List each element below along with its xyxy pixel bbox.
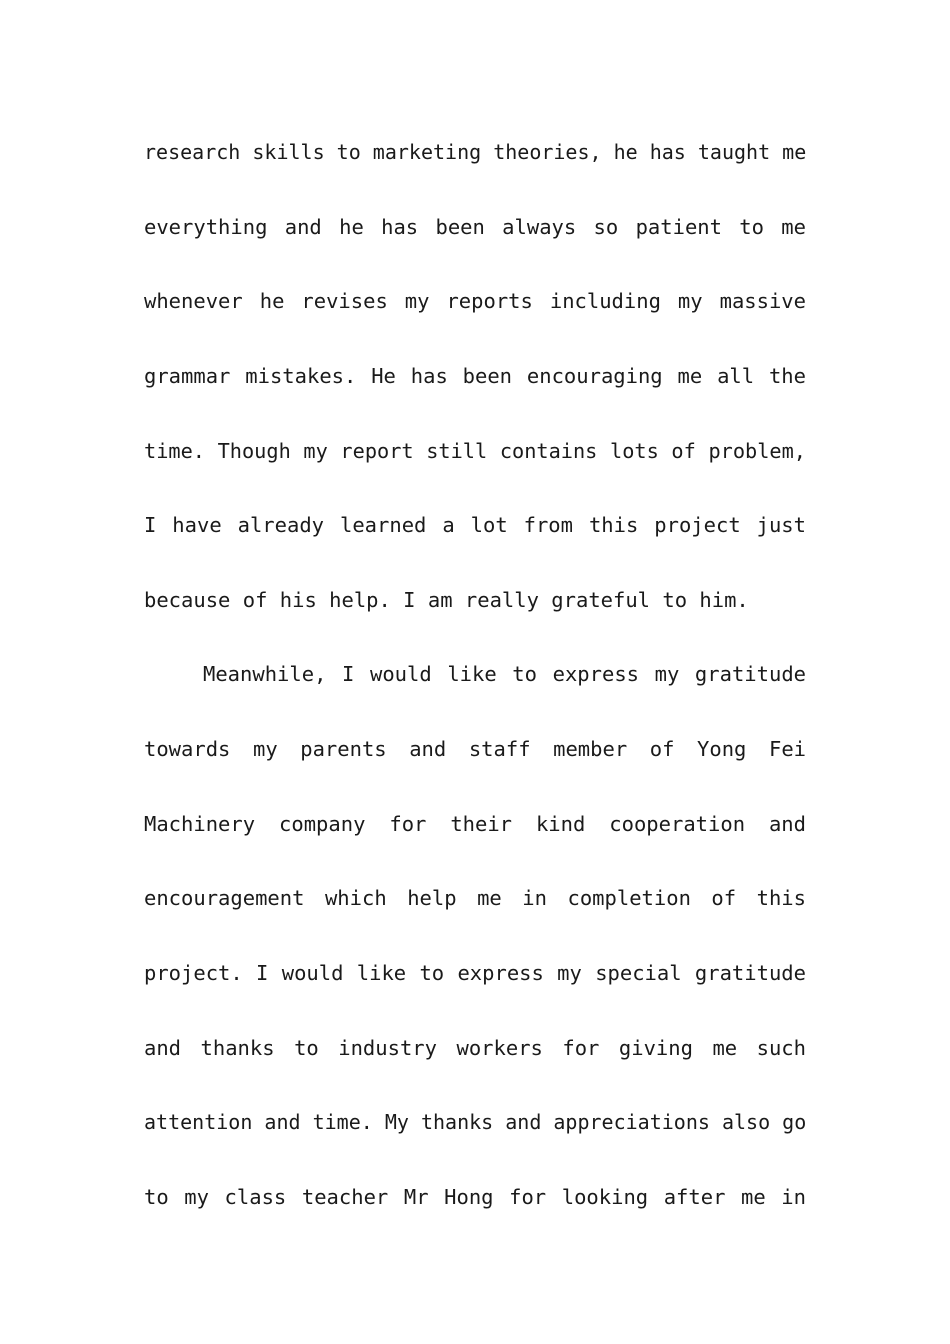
text-line: whenever he revises my reports including my massive xyxy=(144,289,806,313)
text-line: and thanks to industry workers for giving me such xyxy=(144,1036,806,1060)
text-line: grammar mistakes. He has been encouraging me all the xyxy=(144,364,806,388)
text-line: project. I would like to express my special gratitude xyxy=(144,961,806,985)
text-line: attention and time. My thanks and appreciations also go xyxy=(144,1110,807,1134)
text-line: towards my parents and staff member of Yong Fei xyxy=(144,737,806,761)
text-line: Machinery company for their kind cooperation and xyxy=(144,812,806,836)
text-line: Meanwhile, I would like to express my gratitude xyxy=(203,662,806,686)
text-line: encouragement which help me in completion of this xyxy=(144,886,806,910)
text-line: I have already learned a lot from this project just xyxy=(144,513,806,537)
text-line: because of his help. I am really grateful to him. xyxy=(144,588,749,612)
text-line: everything and he has been always so patient to me xyxy=(144,215,806,239)
text-line: research skills to marketing theories, he has taught me xyxy=(144,140,807,164)
text-line: time. Though my report still contains lots of problem, xyxy=(144,439,806,463)
text-line: to my class teacher Mr Hong for looking after me in xyxy=(144,1185,806,1209)
